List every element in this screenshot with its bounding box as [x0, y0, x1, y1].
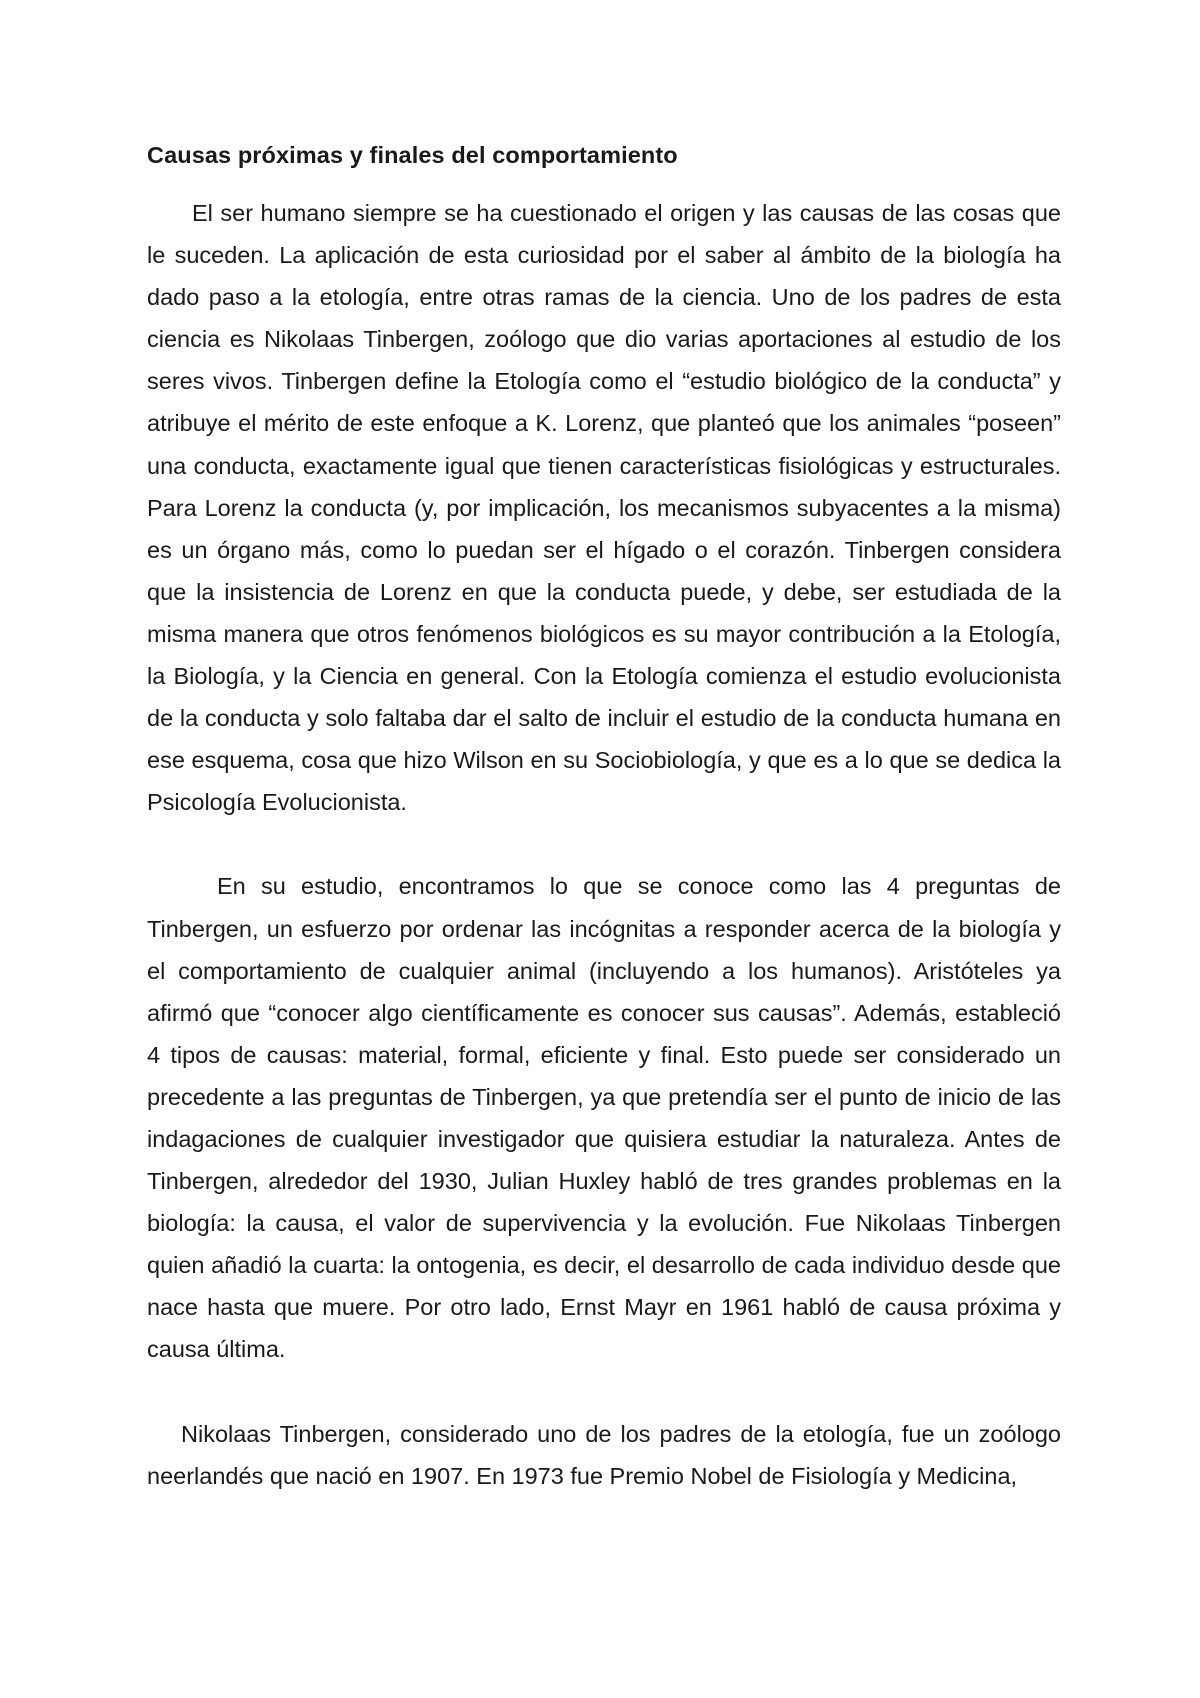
document-title: Causas próximas y finales del comportamiento: [147, 142, 678, 168]
paragraph-2: En su estudio, encontramos lo que se conoce como las 4 preguntas de Tinbergen, un esfuerzo por ordenar las incógnitas a responder acerca de la biología y el comportamiento de cualquier animal (incluyendo a los humanos). Aristóteles ya afirmó que “conocer algo científicamente es conocer sus causas”. Además, estableció 4 tipos de causas: material, formal, eficiente y final. Esto puede ser considerado un precedente a las preguntas de Tinbergen, ya que pretendía ser el punto de inicio de las indagaciones de cualquier investigador que quisiera estudiar la naturaleza. Antes de Tinbergen, alrededor del 1930, Julian Huxley habló de tres grandes problemas en la biología: la causa, el valor de supervivencia y la evolución. Fue Nikolaas Tinbergen quien añadió la cuarta: la ontogenia, es decir, el desarrollo de cada individuo desde que nace hasta que muere. Por otro lado, Ernst Mayr en 1961 habló de causa próxima y causa última.: [147, 873, 1061, 1363]
paragraph-3: Nikolaas Tinbergen, considerado uno de los padres de la etología, fue un zoólogo neerlandés que nació en 1907. En 1973 fue Premio Nobel de Fisiología y Medicina,: [147, 1420, 1061, 1489]
document-body: [147, 140, 1061, 1497]
paragraph-1: El ser humano siempre se ha cuestionado el origen y las causas de las cosas que le suceden. La aplicación de esta curiosidad por el saber al ámbito de la biología ha dado paso a la etología, entre otras ramas de la ciencia. Uno de los padres de esta ciencia es Nikolaas Tinbergen, zoólogo que dio varias aportaciones al estudio de los seres vivos. Tinbergen define la Etología como el “estudio biológico de la conducta” y atribuye el mérito de este enfoque a K. Lorenz, que planteó que los animales “poseen” una conducta, exactamente igual que tienen características fisiológicas y estructurales. Para Lorenz la conducta (y, por implicación, los mecanismos subyacentes a la misma) es un órgano más, como lo puedan ser el hígado o el corazón. Tinbergen considera que la insistencia de Lorenz en que la conducta puede, y debe, ser estudiada de la misma manera que otros fenómenos biológicos es su mayor contribución a la Etología, la Biología, y la Ciencia en general. Con la Etología comienza el estudio evolucionista de la conducta y solo faltaba dar el salto de incluir el estudio de la conducta humana en ese esquema, cosa que hizo Wilson en su Sociobiología, y que es a lo que se dedica la Psicología Evolucionista.: [147, 200, 1061, 816]
